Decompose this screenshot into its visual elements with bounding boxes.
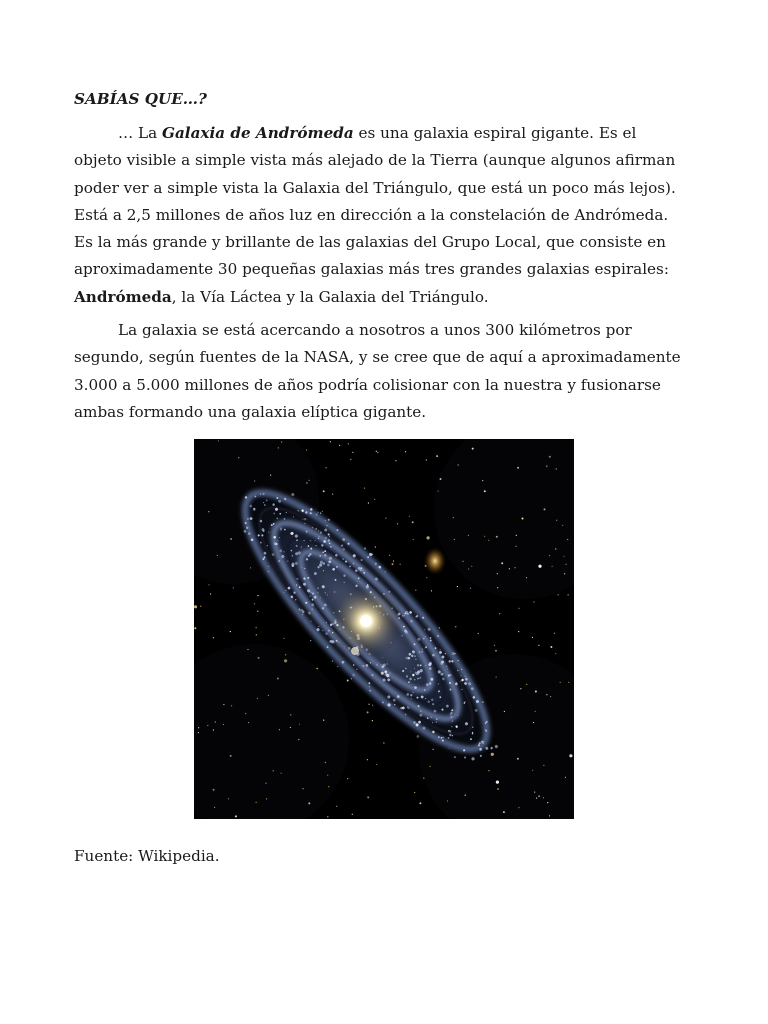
star xyxy=(352,814,353,815)
star xyxy=(194,627,196,629)
star xyxy=(484,536,485,537)
star xyxy=(465,795,466,796)
star xyxy=(526,684,527,685)
star xyxy=(254,603,255,604)
star xyxy=(208,584,209,585)
galaxy-illustration xyxy=(194,439,574,819)
star xyxy=(397,523,398,524)
star xyxy=(488,770,489,771)
star xyxy=(368,502,369,503)
star xyxy=(198,727,199,728)
star xyxy=(367,711,369,713)
star xyxy=(482,480,483,481)
star xyxy=(471,566,472,567)
star xyxy=(470,588,471,589)
star xyxy=(374,499,375,500)
star xyxy=(367,796,369,798)
star xyxy=(339,445,340,446)
star xyxy=(546,694,547,695)
star xyxy=(455,626,456,627)
star xyxy=(266,798,267,799)
star xyxy=(544,508,546,510)
star xyxy=(284,638,285,639)
star xyxy=(472,448,474,450)
star xyxy=(327,816,328,817)
star xyxy=(497,788,499,790)
star xyxy=(223,724,224,725)
star xyxy=(550,646,552,648)
star xyxy=(228,798,229,799)
star xyxy=(433,749,434,750)
star xyxy=(285,654,286,655)
star xyxy=(535,691,537,693)
star xyxy=(533,722,534,723)
star xyxy=(284,659,287,662)
star xyxy=(281,441,282,442)
star xyxy=(497,573,498,574)
star xyxy=(538,645,539,646)
star xyxy=(194,605,197,608)
star xyxy=(518,608,519,609)
star xyxy=(562,525,563,526)
star xyxy=(215,721,216,722)
star xyxy=(427,536,430,539)
star xyxy=(457,586,458,587)
star xyxy=(431,590,432,591)
star xyxy=(200,606,201,607)
star xyxy=(377,452,378,453)
star xyxy=(372,705,373,706)
star xyxy=(405,451,406,452)
companion-galaxy-small xyxy=(351,647,359,655)
star xyxy=(517,467,519,469)
star xyxy=(230,755,232,757)
star xyxy=(326,467,327,468)
star xyxy=(290,714,291,715)
star xyxy=(543,797,544,798)
star xyxy=(273,770,274,771)
star xyxy=(330,441,331,442)
star xyxy=(501,562,503,564)
star xyxy=(325,762,326,763)
star xyxy=(279,729,280,730)
star xyxy=(547,802,548,803)
star xyxy=(436,455,438,457)
star xyxy=(364,488,365,489)
star xyxy=(552,566,553,567)
paragraph-andromeda-intro xyxy=(74,120,696,311)
star xyxy=(198,732,199,733)
star xyxy=(369,704,370,705)
star xyxy=(555,548,556,549)
star xyxy=(400,564,401,565)
star xyxy=(392,563,394,565)
star xyxy=(560,682,561,683)
star xyxy=(281,773,282,774)
star xyxy=(462,561,463,562)
star xyxy=(213,729,214,730)
text-run: , la Vía Láctea y la Galaxia del Triángulo. xyxy=(171,287,489,306)
star xyxy=(550,696,551,697)
star xyxy=(257,595,258,596)
star xyxy=(558,594,559,595)
star xyxy=(556,520,557,521)
star xyxy=(516,535,517,536)
star xyxy=(328,786,329,787)
star xyxy=(423,778,424,779)
star xyxy=(517,758,519,760)
star xyxy=(413,539,414,540)
star xyxy=(516,546,517,547)
star xyxy=(308,802,310,804)
paragraph-line xyxy=(74,284,696,311)
star xyxy=(395,460,396,461)
star xyxy=(532,637,533,638)
star xyxy=(245,713,246,714)
star xyxy=(213,789,215,791)
companion-galaxy xyxy=(423,546,447,576)
star xyxy=(556,468,557,469)
star xyxy=(504,711,505,712)
star xyxy=(310,640,311,641)
paragraph-collision xyxy=(74,317,696,426)
star xyxy=(488,540,489,541)
star xyxy=(230,631,231,632)
star xyxy=(554,633,555,634)
star xyxy=(290,727,291,728)
star xyxy=(426,459,427,460)
star xyxy=(453,517,454,518)
star xyxy=(207,725,208,726)
star xyxy=(210,593,211,594)
star xyxy=(496,781,499,784)
star xyxy=(522,518,524,520)
star xyxy=(546,466,547,467)
star xyxy=(543,765,544,766)
star xyxy=(549,555,550,556)
star xyxy=(347,680,349,682)
star xyxy=(568,594,569,595)
star xyxy=(497,587,498,588)
star xyxy=(265,783,266,784)
star xyxy=(348,443,349,444)
star xyxy=(565,564,566,565)
star xyxy=(533,601,534,602)
star xyxy=(270,475,271,476)
star xyxy=(440,478,442,480)
star xyxy=(509,568,510,569)
star xyxy=(536,798,537,799)
star xyxy=(503,811,505,813)
star xyxy=(518,807,519,808)
star xyxy=(538,565,541,568)
star xyxy=(317,668,318,669)
star xyxy=(327,775,328,776)
star xyxy=(412,521,414,523)
paragraph-line xyxy=(74,120,696,147)
star xyxy=(549,456,551,458)
star xyxy=(247,649,248,650)
paragraph-line: ambas formando una galaxia elíptica gigante. xyxy=(74,402,427,421)
star xyxy=(256,802,257,803)
star xyxy=(250,567,251,568)
star xyxy=(549,815,550,816)
heading: SABÍAS QUE…? xyxy=(74,90,207,108)
star xyxy=(458,464,459,465)
star xyxy=(336,806,337,807)
star xyxy=(257,611,258,612)
star xyxy=(568,682,569,683)
star xyxy=(438,491,439,492)
star xyxy=(496,677,497,678)
star xyxy=(520,688,521,689)
star xyxy=(478,633,479,634)
galaxy-nucleus xyxy=(360,615,372,627)
star xyxy=(213,637,214,638)
star xyxy=(367,759,368,760)
star xyxy=(218,440,219,441)
star xyxy=(385,518,386,519)
star xyxy=(526,577,527,578)
star xyxy=(419,802,421,804)
paragraph-line: Está a 2,5 millones de años luz en dirección a la constelación de Andrómeda. xyxy=(74,205,669,224)
star xyxy=(256,627,257,628)
star xyxy=(515,567,516,568)
star xyxy=(258,657,260,659)
paragraph-line: aproximadamente 30 pequeñas galaxias más tres grandes galaxias espirales: xyxy=(74,260,669,279)
star xyxy=(230,538,232,540)
star xyxy=(468,535,469,536)
andromeda-galaxy-image xyxy=(194,439,574,819)
star xyxy=(257,698,258,699)
star xyxy=(332,494,333,495)
star xyxy=(538,795,540,797)
star xyxy=(532,770,533,771)
star xyxy=(426,577,427,578)
star xyxy=(468,568,469,569)
star xyxy=(555,653,556,654)
star xyxy=(278,447,279,448)
star xyxy=(375,546,376,547)
paragraph-line: 3.000 a 5.000 millones de años podría colisionar con la nuestra y fusionarse xyxy=(74,375,661,394)
star xyxy=(389,555,390,556)
star xyxy=(563,556,564,557)
star xyxy=(306,449,307,450)
star xyxy=(447,800,448,801)
star xyxy=(235,815,237,817)
star xyxy=(248,722,249,723)
paragraph-line: La galaxia se está acercando a nosotros a unos 300 kilómetros por xyxy=(118,321,632,339)
star xyxy=(323,720,324,721)
star xyxy=(518,631,519,632)
star xyxy=(454,539,455,540)
star xyxy=(208,511,209,512)
star xyxy=(231,705,232,706)
text-run: es una galaxia espiral gigante. Es el xyxy=(353,124,637,142)
star xyxy=(415,590,416,591)
star xyxy=(393,560,394,561)
star xyxy=(564,573,565,574)
star xyxy=(499,613,500,614)
star xyxy=(569,754,572,757)
star xyxy=(306,482,307,483)
star xyxy=(409,516,410,517)
star xyxy=(299,724,300,725)
star xyxy=(494,645,495,646)
star xyxy=(238,457,239,458)
star xyxy=(414,792,415,793)
star xyxy=(309,480,310,481)
star xyxy=(223,704,224,705)
star xyxy=(347,778,348,779)
paragraph-line: poder ver a simple vista la Galaxia del Triángulo, que está un poco más lejos). xyxy=(74,178,676,197)
galaxy-name-emphasis: Galaxia de Andrómeda xyxy=(161,124,354,142)
star xyxy=(214,807,215,808)
star xyxy=(350,459,351,460)
star xyxy=(372,720,373,721)
star xyxy=(430,766,431,767)
star xyxy=(496,536,498,538)
star xyxy=(534,792,535,793)
star xyxy=(233,587,234,588)
star xyxy=(535,711,536,712)
star xyxy=(268,695,269,696)
paragraph-line: Es la más grande y brillante de las galaxias del Grupo Local, que consiste en xyxy=(74,233,666,252)
star xyxy=(323,490,325,492)
paragraph-line: objeto visible a simple vista más alejado de la Tierra (aunque algunos afirman xyxy=(74,151,676,170)
star xyxy=(484,490,486,492)
star xyxy=(352,452,353,453)
star xyxy=(217,555,218,556)
star xyxy=(383,742,384,743)
paragraph-line: segundo, según fuentes de la NASA, y se cree que de aquí a aproximadamente xyxy=(74,348,681,367)
star xyxy=(565,777,566,778)
star xyxy=(567,539,568,540)
star xyxy=(298,739,299,740)
andromeda-bold-name: Andrómeda xyxy=(74,287,172,306)
star xyxy=(376,451,377,452)
star xyxy=(495,650,497,652)
star xyxy=(256,634,257,635)
source-citation: Fuente: Wikipedia. xyxy=(74,847,220,865)
star xyxy=(303,788,304,789)
star xyxy=(376,764,377,765)
star xyxy=(277,678,279,680)
text-run: … La xyxy=(118,124,162,142)
